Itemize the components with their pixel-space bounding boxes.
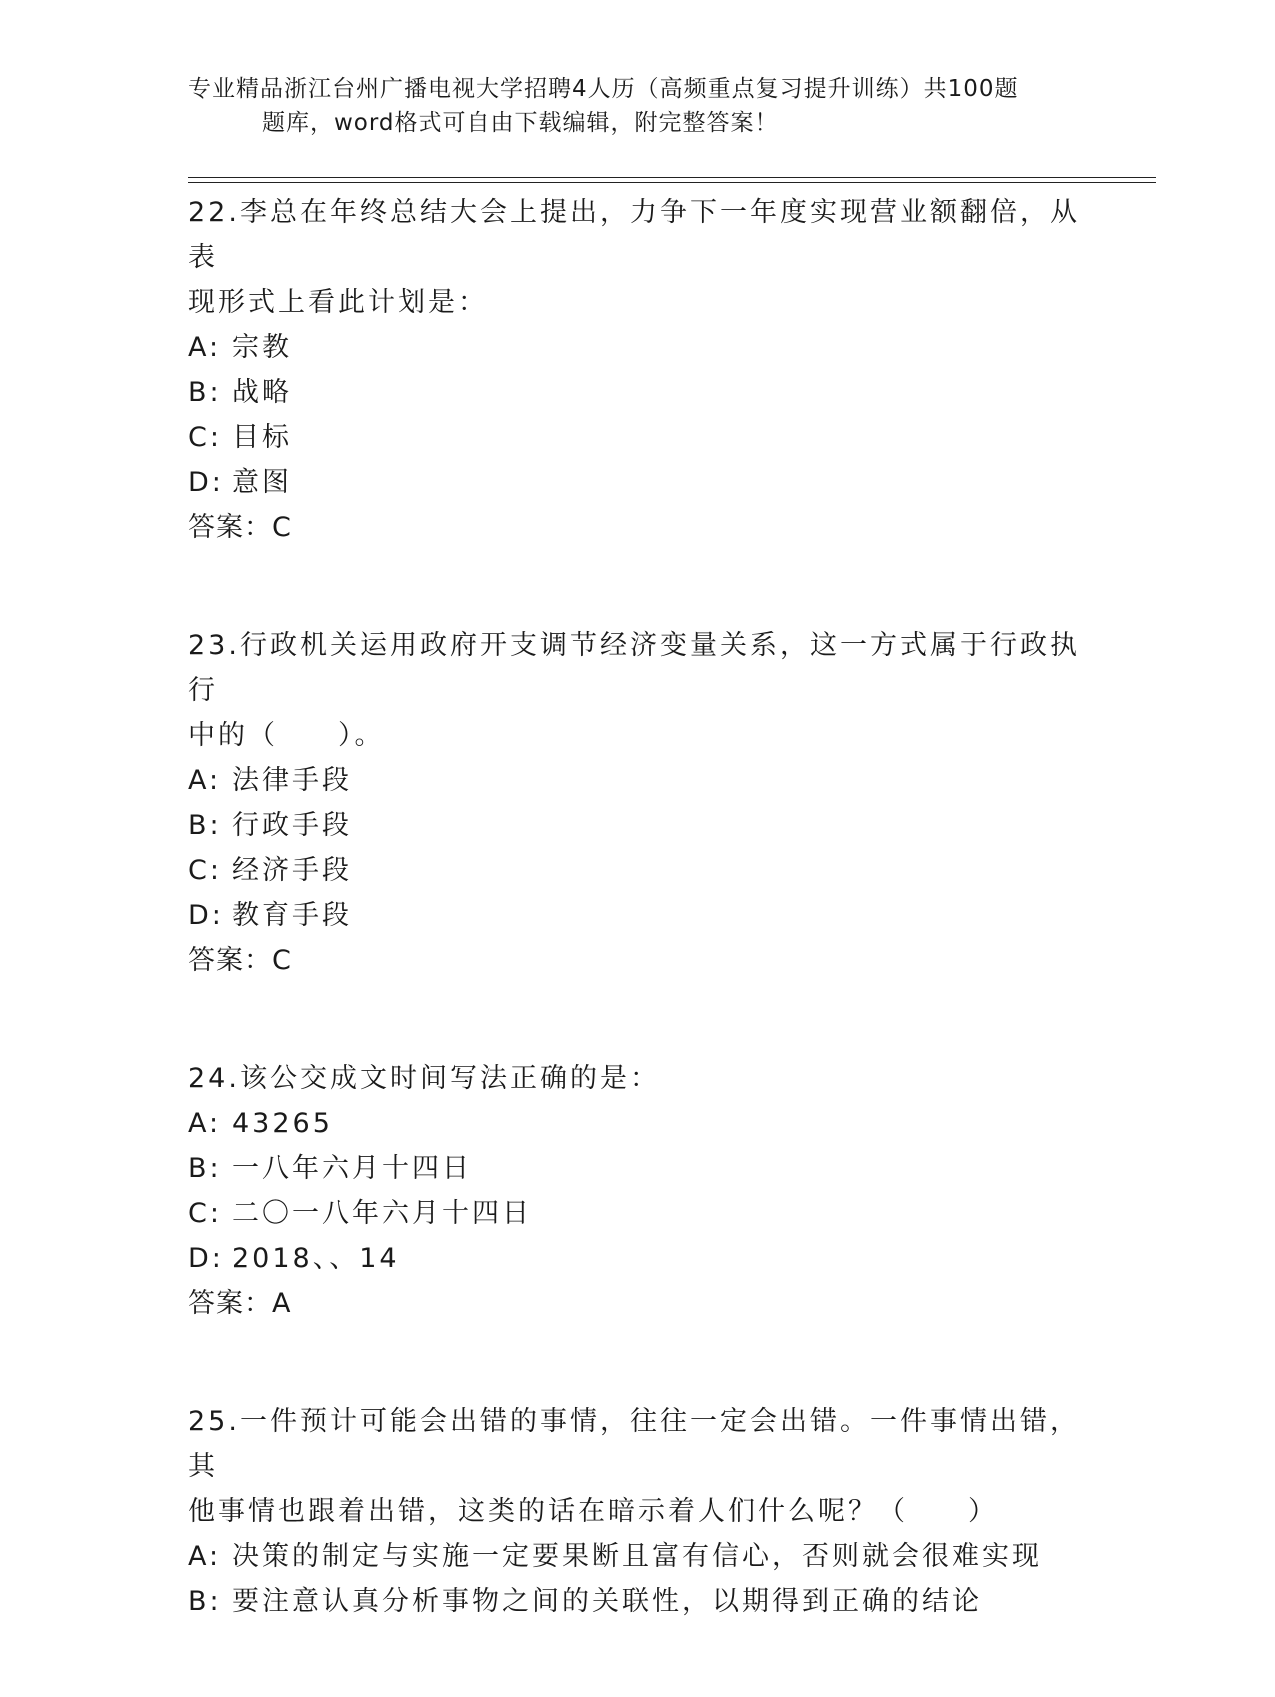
option-text: 战略 — [232, 377, 292, 408]
option-letter: B: — [188, 377, 222, 408]
answer-line: 答案：C — [188, 512, 292, 543]
header-rule-top — [188, 177, 1156, 178]
question-list — [188, 190, 1088, 1697]
question-stem — [188, 623, 1088, 758]
option-text: 经济手段 — [232, 855, 352, 886]
option-text: 行政手段 — [232, 810, 352, 841]
stem-line: 23.行政机关运用政府开支调节经济变量关系，这一方式属于行政执行 — [188, 630, 1080, 706]
option-a — [188, 1534, 1088, 1579]
option-d — [188, 1236, 1088, 1281]
option-b — [188, 370, 1088, 415]
option-letter: B: — [188, 1586, 222, 1617]
option-letter: C: — [188, 855, 222, 886]
option-c — [188, 848, 1088, 893]
option-letter: A: — [188, 332, 222, 363]
option-a — [188, 325, 1088, 370]
option-text: 2018、、14 — [232, 1243, 400, 1274]
option-a — [188, 758, 1088, 803]
option-letter: A: — [188, 765, 222, 796]
option-letter: C: — [188, 1198, 222, 1229]
option-letter: C: — [188, 422, 222, 453]
option-text: 决策的制定与实施一定要果断且富有信心，否则就会很难实现 — [232, 1541, 1042, 1572]
option-letter: A: — [188, 1541, 222, 1572]
option-b — [188, 803, 1088, 848]
stem-line: 他事情也跟着出错，这类的话在暗示着人们什么呢？（ ） — [188, 1496, 998, 1527]
option-text: 宗教 — [232, 332, 292, 363]
option-letter: B: — [188, 1153, 222, 1184]
question-25 — [188, 1399, 1088, 1624]
answer-line: 答案：A — [188, 1288, 292, 1319]
option-letter: A: — [188, 1108, 222, 1139]
option-b — [188, 1146, 1088, 1191]
question-stem — [188, 190, 1088, 325]
option-text: 意图 — [232, 467, 292, 498]
header-rule-bottom — [188, 182, 1156, 183]
option-letter: D: — [188, 900, 224, 931]
question-24 — [188, 1056, 1088, 1326]
option-a — [188, 1101, 1088, 1146]
option-text: 要注意认真分析事物之间的关联性，以期得到正确的结论 — [232, 1586, 982, 1617]
option-text: 43265 — [232, 1108, 333, 1139]
stem-line: 22.李总在年终总结大会上提出，力争下一年度实现营业额翻倍，从表 — [188, 197, 1080, 273]
option-d — [188, 893, 1088, 938]
option-c — [188, 1191, 1088, 1236]
option-text: 二〇一八年六月十四日 — [232, 1198, 532, 1229]
header-line-1: 专业精品浙江台州广播电视大学招聘4人历（高频重点复习提升训练）共100题 — [188, 76, 1019, 102]
option-letter: D: — [188, 467, 224, 498]
option-text: 法律手段 — [232, 765, 352, 796]
option-letter: B: — [188, 810, 222, 841]
page-header — [188, 72, 1068, 140]
option-letter: D: — [188, 1243, 224, 1274]
stem-line: 24.该公交成文时间写法正确的是： — [188, 1063, 660, 1094]
question-22 — [188, 190, 1088, 550]
stem-line: 现形式上看此计划是： — [188, 287, 488, 318]
stem-line: 25.一件预计可能会出错的事情，往往一定会出错。一件事情出错，其 — [188, 1406, 1080, 1482]
option-text: 一八年六月十四日 — [232, 1153, 472, 1184]
stem-line: 中的（ ）。 — [188, 720, 385, 751]
question-23 — [188, 623, 1088, 983]
option-c — [188, 415, 1088, 460]
option-text: 教育手段 — [232, 900, 352, 931]
header-line-2: 题库，word格式可自由下载编辑，附完整答案！ — [262, 110, 779, 136]
question-stem — [188, 1399, 1088, 1534]
answer-line: 答案：C — [188, 945, 292, 976]
option-d — [188, 460, 1088, 505]
question-stem — [188, 1056, 1088, 1101]
option-b — [188, 1579, 1088, 1624]
option-text: 目标 — [232, 422, 292, 453]
